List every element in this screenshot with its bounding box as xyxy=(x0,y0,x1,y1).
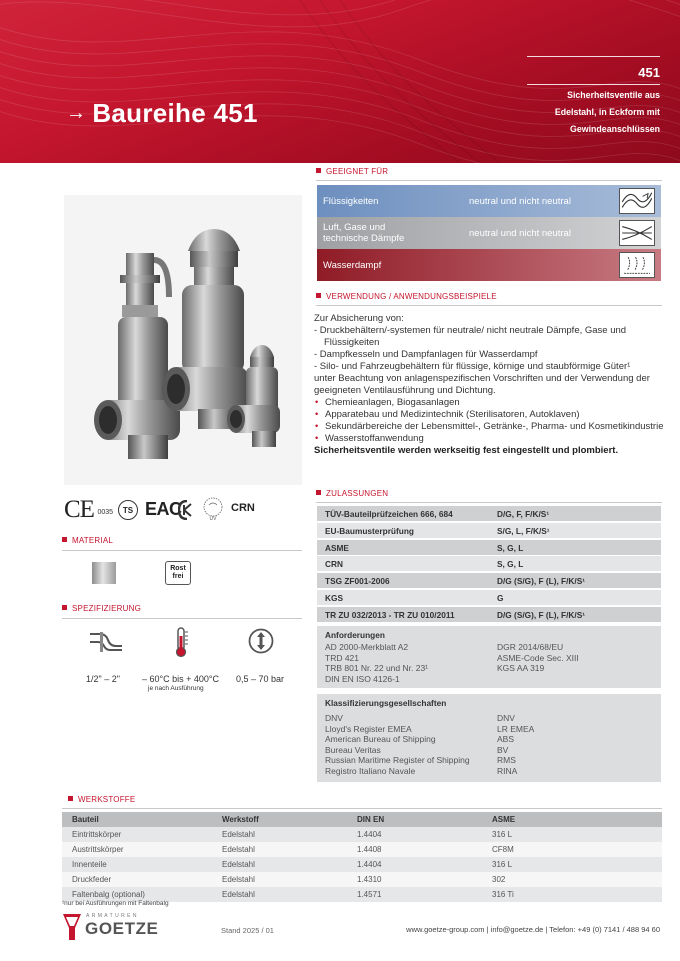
table-cell: Innenteile xyxy=(72,860,107,869)
table-cell: 316 L xyxy=(492,860,513,869)
valve-illustration xyxy=(64,195,302,485)
divider xyxy=(316,305,662,306)
classification-item: LR EMEA xyxy=(497,723,535,734)
page-title xyxy=(66,98,258,129)
series-title-text: Baureihe 451 xyxy=(92,98,258,128)
usage-dash-item: - Druckbehältern/-systemen für neutrale/ nicht neutrale Dämpfe, Gase und Flüssigkeiten xyxy=(314,325,627,348)
usage-text xyxy=(314,313,664,457)
series-number: 451 xyxy=(527,65,660,85)
description-line: Gewindeanschlüssen xyxy=(570,124,660,134)
usage-intro: Zur Absicherung von: xyxy=(314,313,404,324)
requirement-item: ASME-Code Sec. XIII xyxy=(497,652,579,663)
connection-size-value: 1/2" – 2" xyxy=(86,674,120,684)
table-cell: Eintrittskörper xyxy=(72,830,122,839)
divider xyxy=(62,808,662,809)
requirements-box xyxy=(317,626,661,688)
uv-seal-icon xyxy=(202,497,224,517)
column-header: ASME xyxy=(492,815,516,824)
uv-mark xyxy=(202,497,224,522)
divider xyxy=(62,550,302,551)
series-info-box xyxy=(527,56,660,138)
thermometer-icon xyxy=(172,626,190,658)
approval-row xyxy=(317,540,661,555)
classification-item: DNV xyxy=(325,713,343,723)
product-photo xyxy=(64,195,302,485)
crn-mark: CRN xyxy=(231,502,255,514)
liquid-icon xyxy=(619,188,655,214)
gas-icon xyxy=(619,220,655,246)
usage-note: unter Beachtung von anlagenspezifischen Vorschriften und der Verwendung der geeigneten Ventilausführung und Dichtung. xyxy=(314,373,650,396)
usage-bullet: • Wasserstoffanwendung xyxy=(314,433,664,445)
steam-icon xyxy=(619,252,655,278)
table-cell: Austrittskörper xyxy=(72,845,124,854)
requirement-item: AD 2000-Merkblatt A2 xyxy=(325,642,409,652)
table-cell: 1.4404 xyxy=(357,830,382,839)
approval-name: TSG ZF001-2006 xyxy=(325,575,390,586)
column-header: DIN EN xyxy=(357,815,385,824)
temperature-range-value: – 60°C bis + 400°C xyxy=(142,674,219,684)
section-heading-materials: WERKSTOFFE xyxy=(68,795,135,804)
ce-mark xyxy=(64,496,113,524)
approval-name: ASME xyxy=(325,542,349,553)
approval-row xyxy=(317,506,661,521)
divider xyxy=(62,618,302,619)
table-row xyxy=(62,857,662,872)
classification-item: ABS xyxy=(497,734,515,744)
approval-row xyxy=(317,607,661,622)
requirement-item: KGS AA 319 xyxy=(497,663,545,673)
classification-box xyxy=(317,694,661,782)
approval-value: S, G, L xyxy=(497,542,524,553)
approval-value: D/G (S/G), F (L), F/K/S¹ xyxy=(497,575,586,586)
suitable-value: neutral und nicht neutral xyxy=(469,227,571,239)
suitable-row-steam xyxy=(317,249,661,281)
section-heading-material: MATERIAL xyxy=(62,536,113,545)
classification-item: Lloyd's Register EMEA xyxy=(325,723,412,734)
classification-item: RINA xyxy=(497,765,518,776)
classification-title: Klassifizierungsgesellschaften xyxy=(325,698,447,708)
approval-value: D/G, F, F/K/S¹ xyxy=(497,508,550,519)
eac-mark: EAC xyxy=(145,499,182,519)
table-cell: 302 xyxy=(492,875,506,884)
table-row xyxy=(62,827,662,842)
approval-name: TR ZU 032/2013 - TR ZU 010/2011 xyxy=(325,609,455,620)
badge-line: frei xyxy=(172,573,184,580)
approval-row xyxy=(317,523,661,538)
revision-date: Stand 2025 / 01 xyxy=(221,926,274,935)
table-cell: CF8M xyxy=(492,845,514,854)
stainless-steel-swatch xyxy=(92,562,116,584)
requirement-item: TRB 801 Nr. 22 und Nr. 23¹ xyxy=(325,663,428,673)
materials-footnote: ¹nur bei Ausführungen mit Faltenbalg xyxy=(62,900,169,907)
suitable-row-liquids xyxy=(317,185,661,217)
usage-bullet: • Sekundärbereiche der Lebensmittel-, Getränke-, Pharma- und Kosmetikindustrie xyxy=(314,421,664,433)
classification-item: Registro Italiano Navale xyxy=(325,765,416,776)
classification-item: Russian Maritime Register of Shipping xyxy=(325,755,470,765)
approval-row xyxy=(317,556,661,571)
column-header: Bauteil xyxy=(72,815,99,824)
rostfrei-badge xyxy=(165,561,191,585)
kc-mark-icon xyxy=(178,500,196,522)
table-cell: Edelstahl xyxy=(222,860,255,869)
ce-mark-text: CE xyxy=(64,496,94,523)
ce-number: 0035 xyxy=(97,509,114,516)
ts-mark xyxy=(118,500,138,520)
table-cell: 1.4408 xyxy=(357,845,382,854)
usage-bold-note: Sicherheitsventile werden werkseitig fest eingestellt und plombiert. xyxy=(314,445,619,456)
contact-info: www.goetze-group.com | info@goetze.de | Telefon: +49 (0) 7141 / 488 94 60 xyxy=(406,925,660,934)
logo-tagline: ARMATUREN xyxy=(86,913,139,919)
classification-item: BV xyxy=(497,744,509,755)
uv-text: UV xyxy=(209,516,217,522)
classification-item: RMS xyxy=(497,755,516,765)
pressure-icon xyxy=(248,628,274,654)
materials-table-header xyxy=(62,812,662,827)
description-line: Sicherheitsventile aus xyxy=(567,90,660,100)
arrow-right-icon: → xyxy=(66,102,87,124)
ts-text: TS xyxy=(122,505,134,515)
requirements-title: Anforderungen xyxy=(325,630,385,640)
usage-bullet: • Chemieanlagen, Biogasanlagen xyxy=(314,397,664,409)
approval-row xyxy=(317,590,661,605)
suitable-value: neutral und nicht neutral xyxy=(469,195,571,207)
requirement-item: TRD 421 xyxy=(325,652,360,663)
series-description xyxy=(527,87,660,138)
approval-row xyxy=(317,573,661,588)
table-cell: Faltenbalg (optional) xyxy=(72,890,145,899)
approval-name: KGS xyxy=(325,592,343,603)
approval-value: S, G, L xyxy=(497,558,524,569)
section-heading-suitable: GEEIGNET FÜR xyxy=(316,167,388,176)
requirement-item: DIN EN ISO 4126-1 xyxy=(325,673,400,684)
approval-name: CRN xyxy=(325,558,343,569)
column-header: Werkstoff xyxy=(222,815,259,824)
usage-dash-item: - Dampfkesseln und Dampfanlagen für Wasserdampf xyxy=(314,349,538,360)
connection-size-icon xyxy=(88,628,124,654)
table-cell: 1.4310 xyxy=(357,875,382,884)
logo-name: GOETZE xyxy=(85,919,159,938)
table-cell: Edelstahl xyxy=(222,875,255,884)
usage-bullet: • Apparatebau und Medizintechnik (Sterilisatoren, Autoklaven) xyxy=(314,409,664,421)
suitable-label: Wasserdampf xyxy=(323,259,382,271)
section-heading-usage: VERWENDUNG / ANWENDUNGSBEISPIELE xyxy=(316,292,497,301)
usage-dash-item: - Silo- und Fahrzeugbehältern für flüssige, körnige und staubförmige Güter¹ xyxy=(314,361,631,372)
header-banner xyxy=(0,0,680,163)
divider xyxy=(316,502,662,503)
table-cell: Druckfeder xyxy=(72,875,112,884)
ts-logo-icon xyxy=(118,500,138,520)
section-heading-approvals: ZULASSUNGEN xyxy=(316,489,388,498)
classification-item: DNV xyxy=(497,713,515,723)
section-heading-specification: SPEZIFIZIERUNG xyxy=(62,604,141,613)
goetze-valve-logo-icon xyxy=(62,912,82,942)
suitable-label: Luft, Gase und technische Dämpfe xyxy=(323,222,405,244)
approval-name: EU-Baumusterprüfung xyxy=(325,525,414,536)
approval-value: G xyxy=(497,592,504,603)
requirement-item: DGR 2014/68/EU xyxy=(497,642,564,652)
table-cell: 316 L xyxy=(492,830,513,839)
description-line: Edelstahl, in Eckform mit xyxy=(554,107,660,117)
table-row xyxy=(62,842,662,857)
suitable-label: Flüssigkeiten xyxy=(323,195,379,207)
temperature-note: je nach Ausführung xyxy=(148,685,204,692)
divider xyxy=(316,180,662,181)
table-cell: 1.4571 xyxy=(357,890,382,899)
approval-value: D/G (S/G), F (L), F/K/S¹ xyxy=(497,609,586,620)
suitable-row-gases xyxy=(317,217,661,249)
classification-item: Bureau Veritas xyxy=(325,744,381,755)
table-cell: 1.4404 xyxy=(357,860,382,869)
table-cell: 316 Ti xyxy=(492,890,514,899)
classification-item: American Bureau of Shipping xyxy=(325,734,436,744)
badge-line: Rost xyxy=(170,565,186,572)
pressure-range-value: 0,5 – 70 bar xyxy=(236,674,285,684)
table-cell: Edelstahl xyxy=(222,890,255,899)
approval-name: TÜV-Bauteilprüfzeichen 666, 684 xyxy=(325,508,453,519)
table-row xyxy=(62,872,662,887)
approval-value: S/G, L, F/K/S¹ xyxy=(497,525,550,536)
table-cell: Edelstahl xyxy=(222,845,255,854)
table-cell: Edelstahl xyxy=(222,830,255,839)
